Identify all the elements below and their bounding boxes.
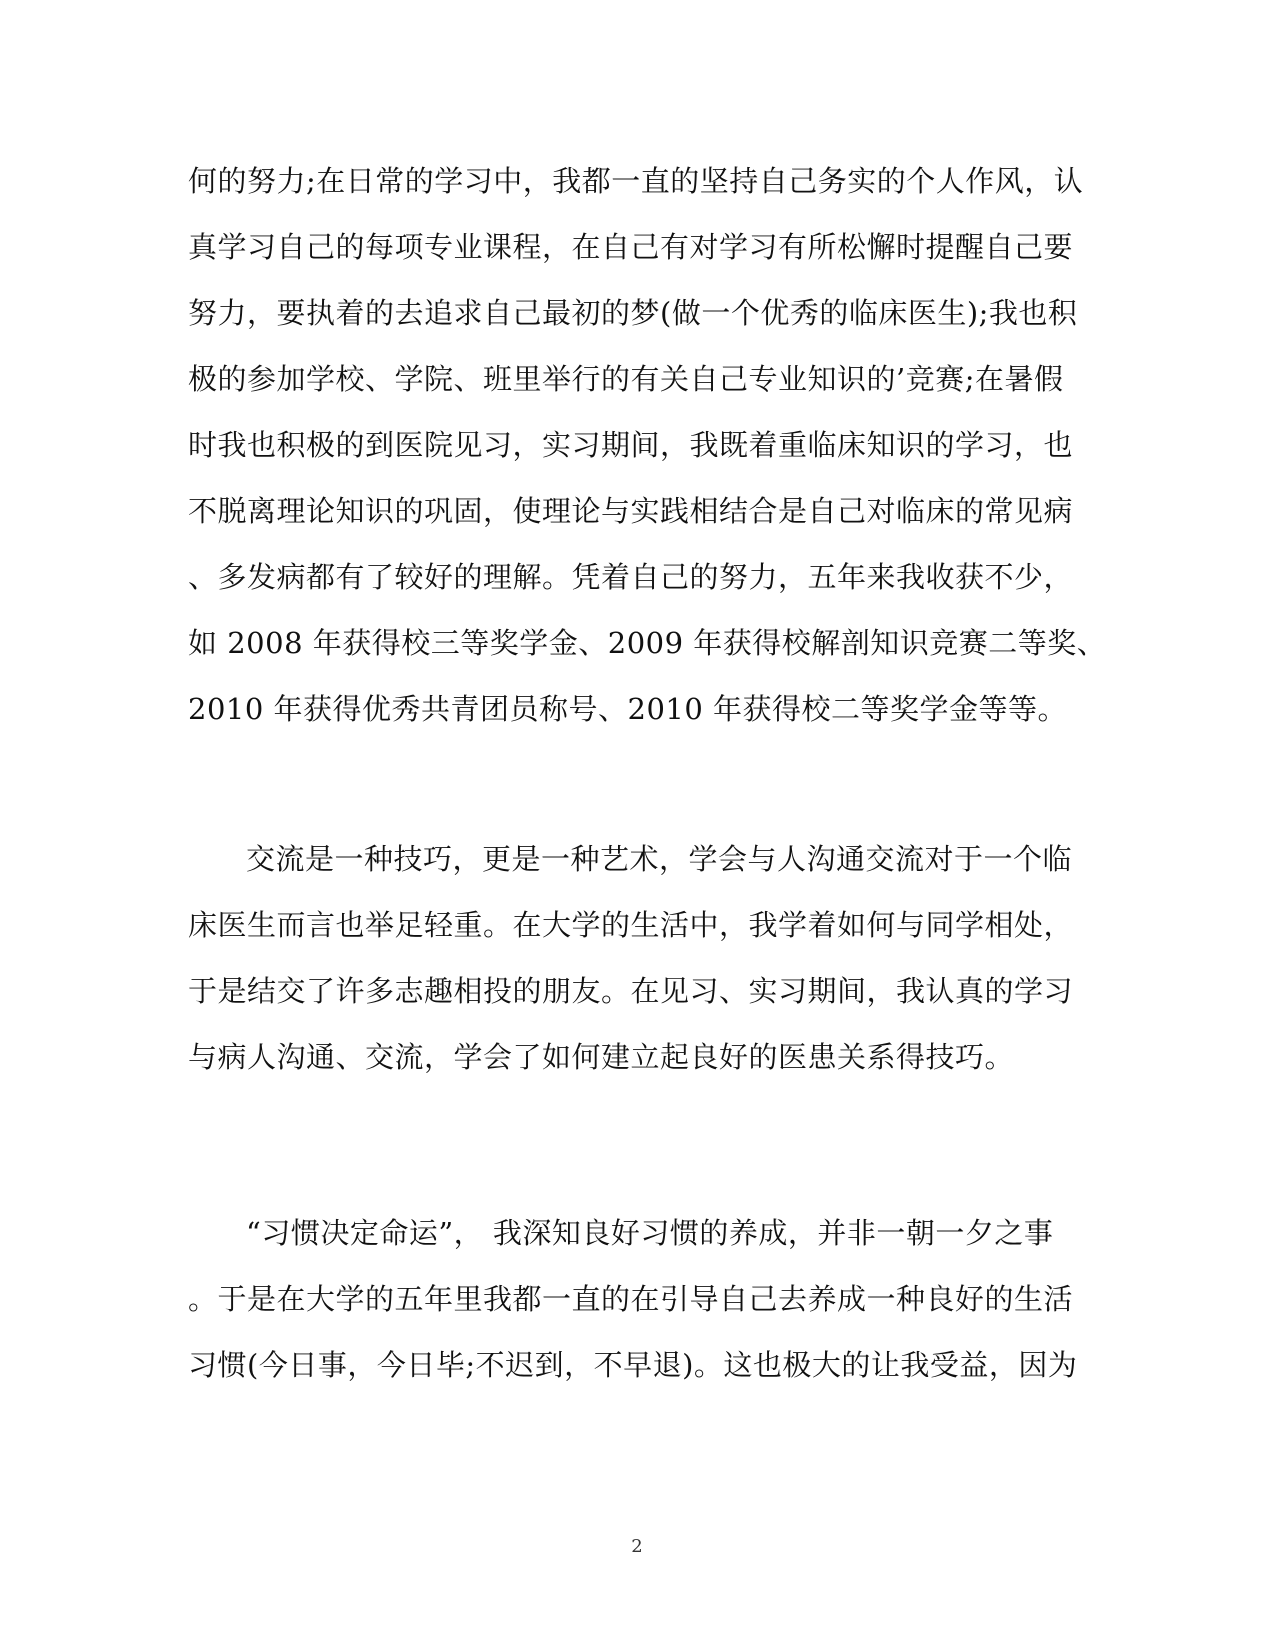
text-line: 如 2008 年获得校三等奖学金、2009 年获得校解剖知识竞赛二等奖、: [188, 626, 1107, 660]
text-line: 时我也积极的到医院见习，实习期间，我既着重临床知识的学习，也: [188, 428, 1074, 462]
text-line: 。于是在大学的五年里我都一直的在引导自己去养成一种良好的生活: [188, 1282, 1074, 1316]
text-line: 习惯(今日事，今日毕;不迟到，不早退)。这也极大的让我受益，因为: [188, 1348, 1078, 1382]
text-line: 努力，要执着的去追求自己最初的梦(做一个优秀的临床医生);我也积: [188, 296, 1078, 330]
text-line: 于是结交了许多志趣相投的朋友。在见习、实习期间，我认真的学习: [188, 974, 1074, 1008]
paragraph-achievements: [188, 148, 1107, 742]
paragraph-communication: [188, 826, 1088, 1090]
text-line: 不脱离理论知识的巩固，使理论与实践相结合是自己对临床的常见病: [188, 494, 1074, 528]
text-line: 极的参加学校、学院、班里举行的有关自己专业知识的’竞赛;在暑假: [188, 362, 1064, 396]
text-line: 真学习自己的每项专业课程，在自己有对学习有所松懈时提醒自己要: [188, 230, 1074, 264]
paragraph-habits: [188, 1200, 1088, 1398]
page-number: 2: [631, 1536, 643, 1557]
text-line: 与病人沟通、交流，学会了如何建立起良好的医患关系得技巧。: [188, 1040, 1015, 1074]
text-line: 、多发病都有了较好的理解。凭着自己的努力，五年来我收获不少，: [188, 560, 1074, 594]
text-line: 床医生而言也举足轻重。在大学的生活中，我学着如何与同学相处，: [188, 908, 1074, 942]
text-line: “习惯决定命运”， 我深知良好习惯的养成，并非一朝一夕之事: [246, 1216, 1054, 1250]
text-line: 交流是一种技巧，更是一种艺术，学会与人沟通交流对于一个临: [246, 842, 1073, 876]
text-line: 何的努力;在日常的学习中，我都一直的坚持自己务实的个人作风，认: [188, 164, 1084, 198]
text-line: 2010 年获得优秀共青团员称号、2010 年获得校二等奖学金等等。: [188, 692, 1068, 726]
